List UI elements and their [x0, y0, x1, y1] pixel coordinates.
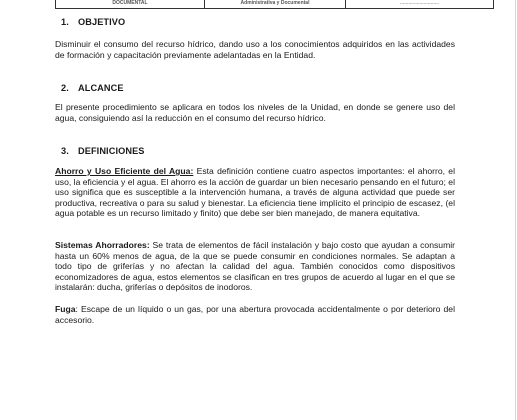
definition-ahorro-text: Esta definición contiene cuatro aspectos importantes: el ahorro, el uso, la eficiencia y el agua. El ahorro es la acción de guardar un bien necesario pensando en el futuro; el uso significa que es susceptible a la intervención humana, a través de alguna actividad que puede ser productiva, recreativa o para su salud y bienestar. La eficiencia tiene implícito el principio de escasez, (el agua potable es un recurso limitado y finito) que debe ser bien manejado, de manera equitativa. [55, 166, 455, 219]
header-cell-area: Administrativa y Documental [205, 0, 346, 8]
definition-sistemas [55, 240, 455, 293]
definition-ahorro-term: Ahorro y Uso Eficiente del Agua: [55, 166, 194, 176]
heading-definiciones-number: 3. [61, 146, 69, 156]
header-table [55, 0, 494, 9]
heading-objetivo-title: OBJETIVO [78, 17, 126, 27]
definition-sistemas-text: Se trata de elementos de fácil instalación y bajo costo que ayudan a consumir hasta un 60% menos de agua, de la que se puede consumir en condiciones normales. Se adaptan a todo tipo de griferías y no afectan la calidad del agua. También conocidos como dispositivos economizadores de agua, estos elementos se clasifican en tres grupos de acuerdo al lugar en el que se instalarán: ducha, griferías o depósitos de inodoros. [55, 240, 455, 293]
definition-sistemas-term: Sistemas Ahorradores: [55, 240, 150, 250]
objetivo-body: Disminuir el consumo del recurso hídrico, dando uso a los conocimientos adquiridos en las actividades de formación y capacitación previamente adelantadas en la Entidad. [55, 39, 455, 60]
definition-fuga-text: : Escape de un líquido o un gas, por una abertura provocada accidentalmente o por deterioro del accesorio. [55, 304, 455, 325]
heading-definiciones-title: DEFINICIONES [78, 146, 145, 156]
heading-alcance-number: 2. [61, 83, 69, 93]
heading-alcance [61, 83, 124, 93]
alcance-body: El presente procedimiento se aplicara en todos los niveles de la Unidad, en donde se genere uso del agua, consiguiendo así la reducción en el consumo del recurso hídrico. [55, 102, 455, 123]
heading-alcance-title: ALCANCE [78, 83, 124, 93]
header-cell-documental: DOCUMENTAL [56, 0, 205, 8]
heading-objetivo [61, 17, 125, 27]
header-cell-code: ............................ [400, 0, 439, 6]
definition-ahorro [55, 166, 455, 219]
definition-fuga-term: Fuga [55, 304, 76, 314]
heading-definiciones [61, 146, 145, 156]
definition-fuga [55, 304, 455, 325]
heading-objetivo-number: 1. [61, 17, 69, 27]
